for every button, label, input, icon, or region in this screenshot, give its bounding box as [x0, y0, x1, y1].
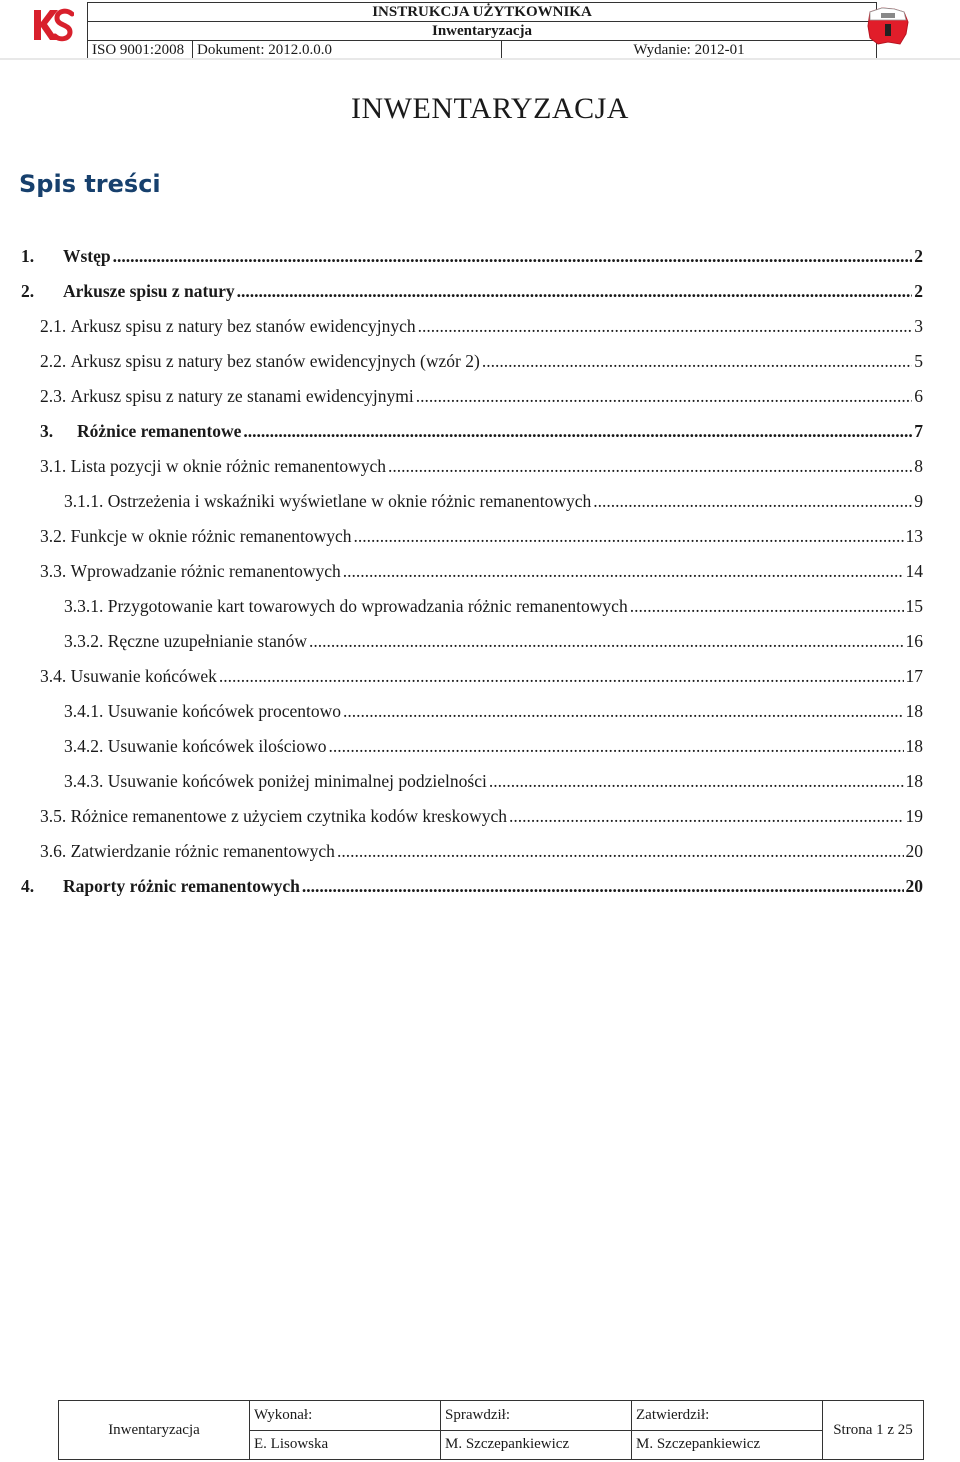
toc-number: 1.	[21, 246, 35, 266]
toc-number: 3.4.3.	[64, 771, 104, 791]
toc-number: 4.	[21, 876, 35, 896]
toc-leader	[328, 732, 903, 760]
poland-map-icon	[864, 4, 912, 48]
footer-approved-by: M. Szczepankiewicz	[632, 1430, 823, 1460]
toc-entry-3-4-3[interactable]	[64, 767, 923, 795]
toc-text: Różnice remanentowe z użyciem czytnika kodów kreskowych	[70, 806, 507, 826]
toc-page: 14	[905, 561, 923, 581]
toc-text: Usuwanie końcówek	[70, 666, 217, 686]
toc-page: 19	[905, 806, 923, 826]
toc-number: 3.4.2.	[64, 736, 104, 756]
toc-page: 18	[905, 771, 923, 791]
toc-entry-3[interactable]	[40, 417, 923, 445]
toc-text: Wstęp	[63, 246, 111, 266]
toc-leader	[509, 802, 904, 830]
toc-text: Usuwanie końcówek procentowo	[107, 701, 342, 721]
toc-leader	[388, 452, 912, 480]
toc-page: 17	[905, 666, 923, 686]
toc-entry-3-4-2[interactable]	[64, 732, 923, 760]
header-table	[87, 2, 877, 60]
toc-leader	[630, 592, 904, 620]
toc-page: 5	[914, 351, 923, 371]
company-logo-icon	[30, 6, 74, 44]
toc-leader	[113, 242, 913, 270]
toc-leader	[354, 522, 904, 550]
toc-text: Arkusz spisu z natury ze stanami ewidencyjnymi	[70, 386, 414, 406]
toc-entry-4[interactable]	[21, 872, 923, 900]
toc-leader	[343, 697, 903, 725]
toc-leader	[489, 767, 904, 795]
toc-entry-3-1[interactable]	[40, 452, 923, 480]
toc-number: 2.2.	[40, 351, 67, 371]
toc-number: 3.3.1.	[64, 596, 104, 616]
toc-number: 3.1.1.	[64, 491, 104, 511]
header-iso: ISO 9001:2008	[88, 41, 193, 60]
toc-entry-2-3[interactable]	[40, 382, 923, 410]
toc-page: 2	[914, 281, 923, 301]
toc-page: 15	[905, 596, 923, 616]
toc-number: 3.5.	[40, 806, 67, 826]
toc-page: 18	[905, 736, 923, 756]
toc-leader	[302, 872, 904, 900]
toc-text: Ręczne uzupełnianie stanów	[107, 631, 307, 651]
toc-entry-3-6[interactable]	[40, 837, 923, 865]
toc-number: 3.3.2.	[64, 631, 104, 651]
toc-number: 3.2.	[40, 526, 67, 546]
toc-number: 3.4.	[40, 666, 67, 686]
toc-page: 20	[905, 876, 923, 896]
header-subtitle: Inwentaryzacja	[88, 22, 877, 41]
toc-text: Usuwanie końcówek poniżej minimalnej podzielności	[107, 771, 487, 791]
toc-number: 2.1.	[40, 316, 67, 336]
toc-entry-2[interactable]	[21, 277, 923, 305]
toc-leader	[219, 662, 904, 690]
toc-entry-3-1-1[interactable]	[64, 487, 923, 515]
toc-entry-1[interactable]	[21, 242, 923, 270]
toc-text: Zatwierdzanie różnic remanentowych	[70, 841, 335, 861]
toc-number: 3.4.1.	[64, 701, 104, 721]
toc-page: 13	[905, 526, 923, 546]
header-document: Dokument: 2012.0.0.0	[193, 41, 502, 60]
toc-heading: Spis treści	[19, 170, 161, 198]
toc-text: Arkusz spisu z natury bez stanów ewidencyjnych	[70, 316, 416, 336]
document-title: INWENTARYZACJA	[351, 92, 629, 125]
toc-number: 3.6.	[40, 841, 67, 861]
toc-leader	[593, 487, 912, 515]
toc-entry-3-4-1[interactable]	[64, 697, 923, 725]
toc-text: Raporty różnic remanentowych	[63, 876, 300, 896]
toc-number: 3.1.	[40, 456, 67, 476]
footer-subject: Inwentaryzacja	[59, 1401, 250, 1460]
toc-entry-3-5[interactable]	[40, 802, 923, 830]
page-footer	[58, 1400, 924, 1460]
toc-entry-3-4[interactable]	[40, 662, 923, 690]
toc-leader	[343, 557, 904, 585]
toc-text: Lista pozycji w oknie różnic remanentowych	[70, 456, 387, 476]
footer-made-label: Wykonał:	[250, 1401, 441, 1431]
toc-page: 20	[905, 841, 923, 861]
toc-text: Arkusze spisu z natury	[63, 281, 235, 301]
toc-page: 2	[914, 246, 923, 266]
toc-entry-2-1[interactable]	[40, 312, 923, 340]
toc-number: 3.	[40, 421, 54, 441]
footer-made-by: E. Lisowska	[250, 1430, 441, 1460]
toc-entry-3-3[interactable]	[40, 557, 923, 585]
toc-text: Arkusz spisu z natury bez stanów ewidencyjnych (wzór 2)	[70, 351, 480, 371]
toc-page: 9	[914, 491, 923, 511]
footer-checked-by: M. Szczepankiewicz	[441, 1430, 632, 1460]
toc-text: Przygotowanie kart towarowych do wprowadzania różnic remanentowych	[107, 596, 628, 616]
toc-entry-2-2[interactable]	[40, 347, 923, 375]
header-edition: Wydanie: 2012-01	[502, 41, 877, 60]
toc-entry-3-3-2[interactable]	[64, 627, 923, 655]
toc-number: 3.3.	[40, 561, 67, 581]
toc-leader	[482, 347, 912, 375]
footer-checked-label: Sprawdził:	[441, 1401, 632, 1431]
toc-leader	[243, 417, 912, 445]
toc-page: 8	[914, 456, 923, 476]
toc-text: Ostrzeżenia i wskaźniki wyświetlane w oknie różnic remanentowych	[107, 491, 592, 511]
toc-page: 18	[905, 701, 923, 721]
toc-text: Usuwanie końcówek ilościowo	[107, 736, 327, 756]
toc-leader	[337, 837, 904, 865]
toc-number: 2.3.	[40, 386, 67, 406]
toc-text: Różnice remanentowe	[77, 421, 242, 441]
toc-number: 2.	[21, 281, 35, 301]
toc-page: 16	[905, 631, 923, 651]
toc-entry-3-2[interactable]	[40, 522, 923, 550]
toc-leader	[416, 382, 913, 410]
header-divider	[0, 58, 960, 60]
toc-text: Funkcje w oknie różnic remanentowych	[70, 526, 352, 546]
toc-page: 6	[914, 386, 923, 406]
toc-leader	[237, 277, 913, 305]
footer-approved-label: Zatwierdził:	[632, 1401, 823, 1431]
toc-text: Wprowadzanie różnic remanentowych	[70, 561, 341, 581]
toc-entry-3-3-1[interactable]	[64, 592, 923, 620]
header-title: INSTRUKCJA UŻYTKOWNIKA	[88, 3, 877, 22]
toc-leader	[309, 627, 904, 655]
footer-page-number: Strona 1 z 25	[823, 1401, 924, 1460]
toc-page: 7	[914, 421, 923, 441]
toc-leader	[418, 312, 913, 340]
page-header	[0, 0, 960, 60]
toc-page: 3	[914, 316, 923, 336]
